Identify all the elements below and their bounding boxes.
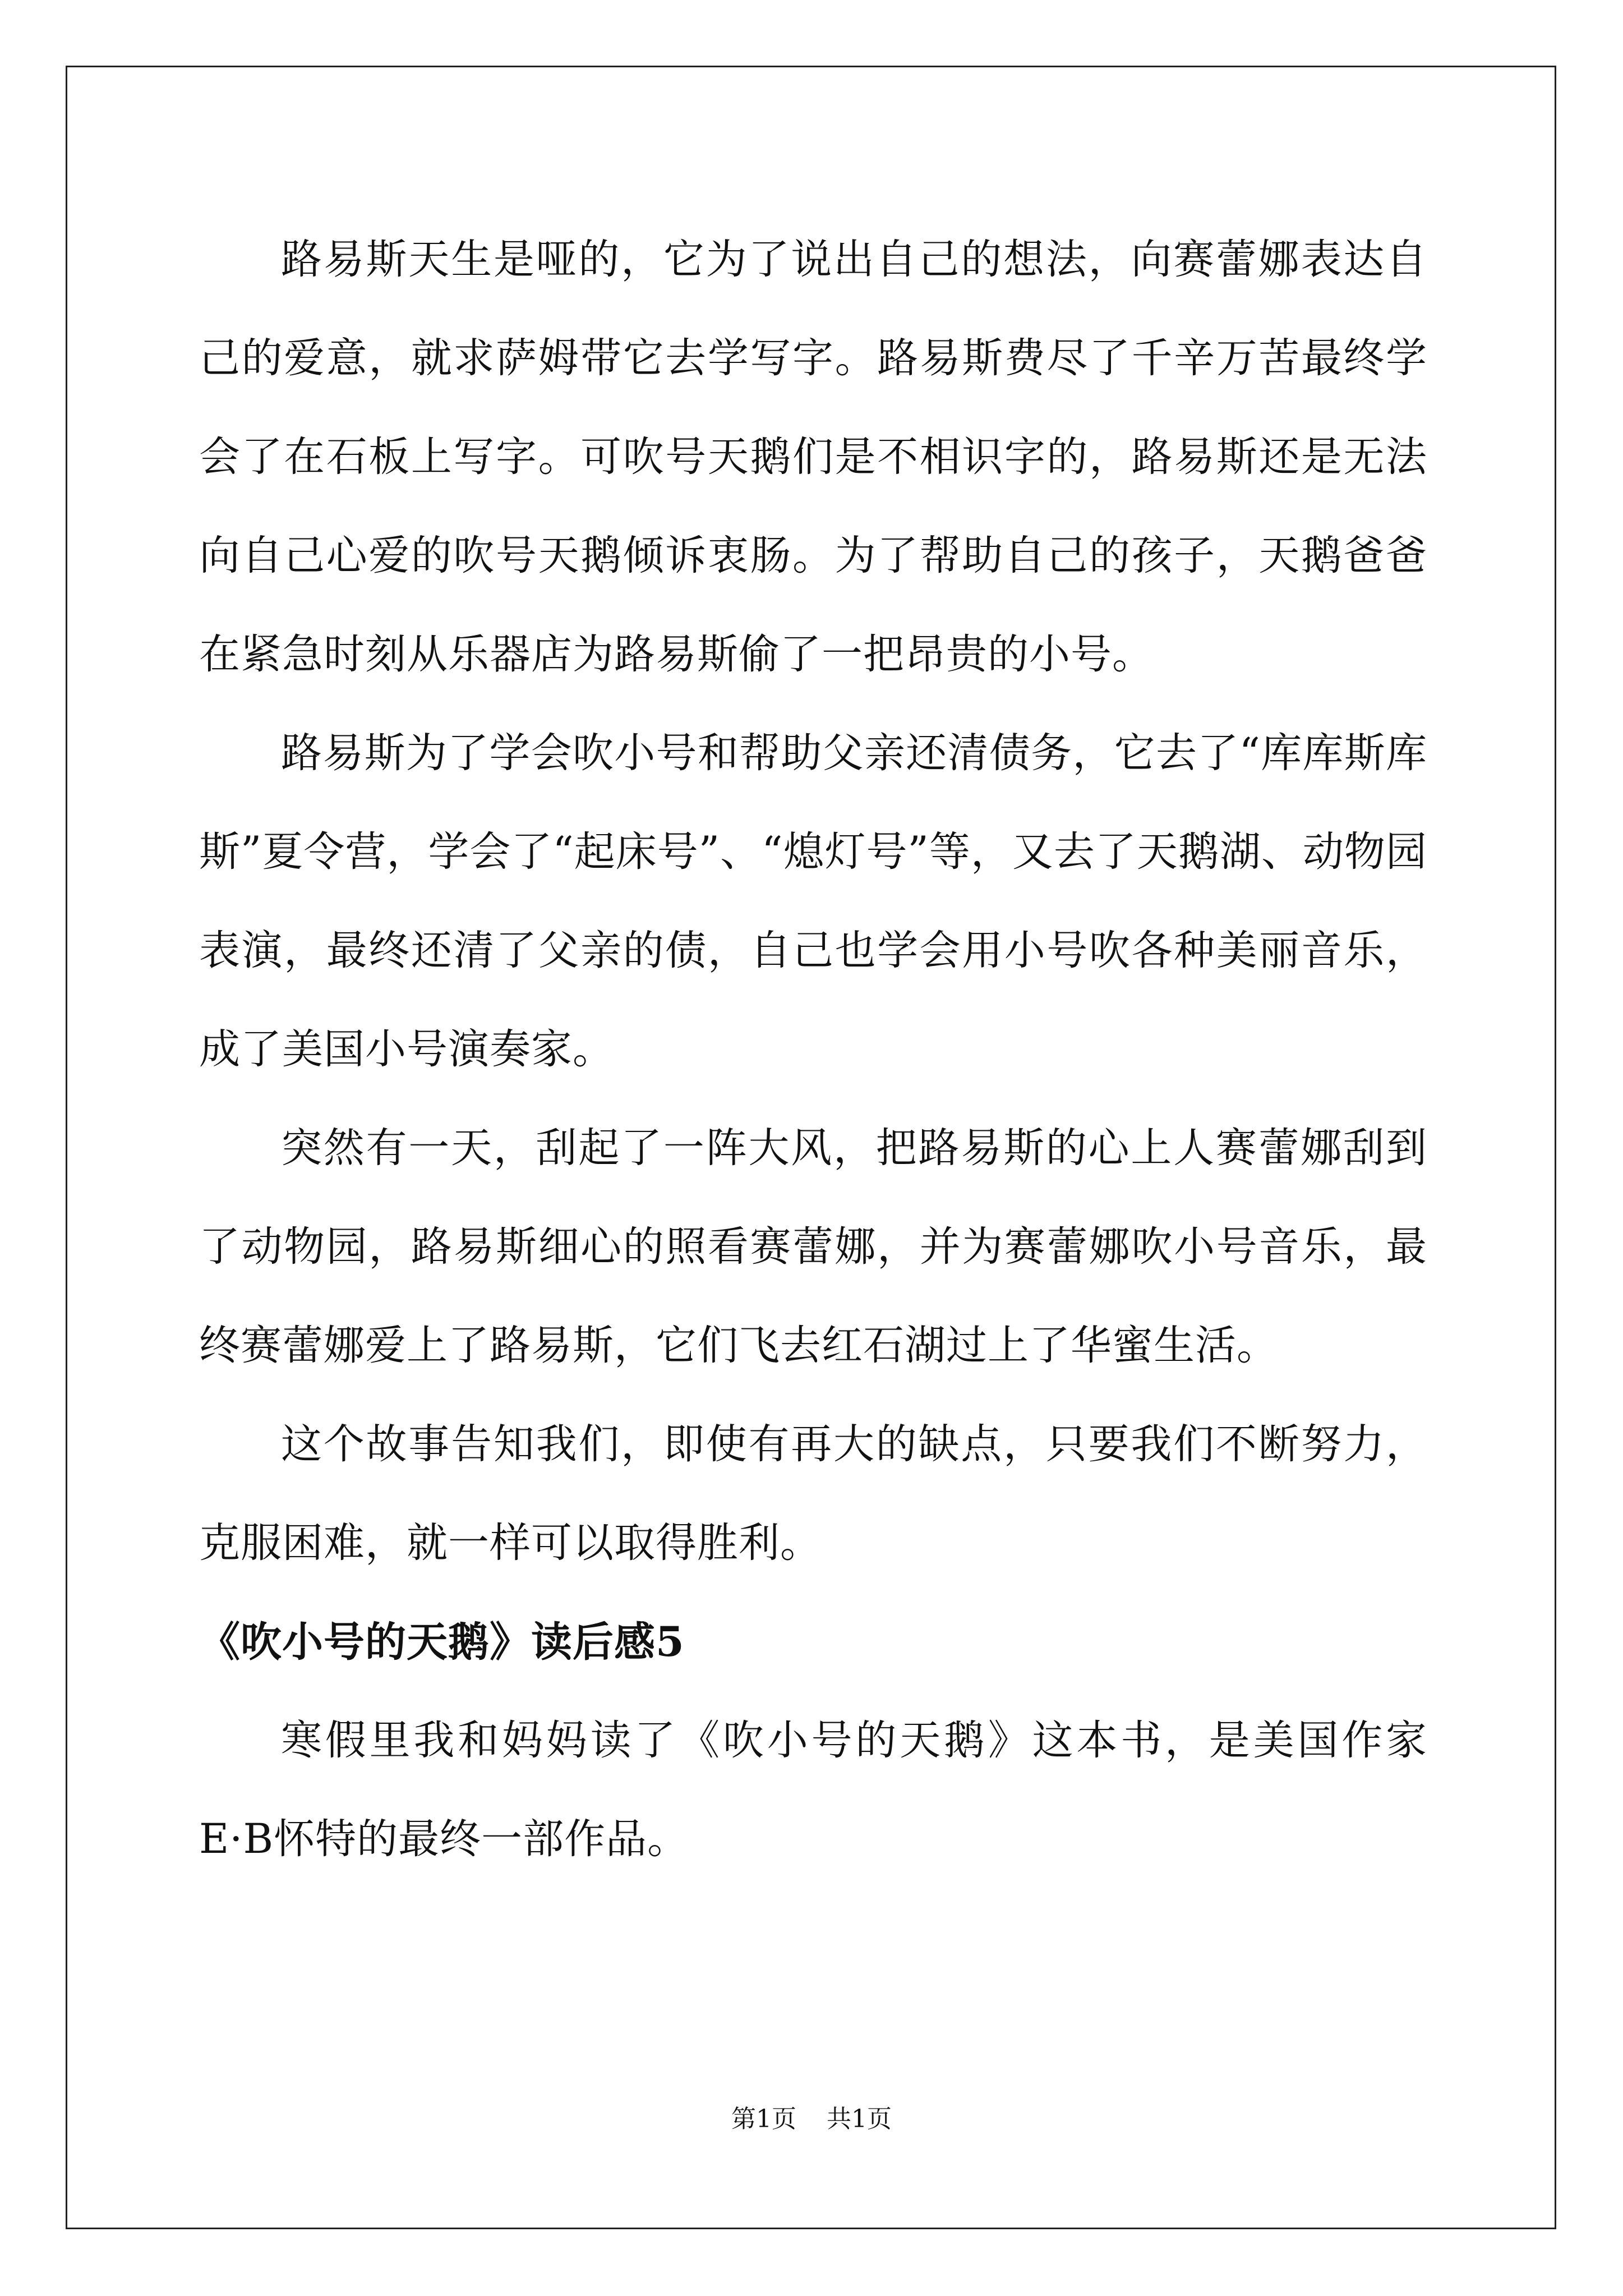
- section-heading: 《吹小号的天鹅》读后感5: [199, 1618, 685, 1666]
- page-number: 第1页: [731, 2105, 796, 2133]
- paragraph: 路易斯天生是哑的，它为了说出自己的想法，向赛蕾娜表达自己的爱意，就求萨姆带它去学写字。路易斯费尽了千辛万苦最终学会了在石板上写字。可吹号天鹅们是不相识字的，路易斯还是无法向自己心爱的吹号天鹅倾诉衷肠。为了帮助自己的孩子，天鹅爸爸在紧急时刻从乐器店为路易斯偷了一把昂贵的小号。: [199, 236, 1427, 678]
- paragraph: 这个故事告知我们，即使有再大的缺点，只要我们不断努力，克服困难，就一样可以取得胜利。: [199, 1420, 1427, 1567]
- document-body: [199, 210, 1427, 1889]
- paragraph: 路易斯为了学会吹小号和帮助父亲还清债务，它去了“库库斯库斯”夏令营，学会了“起床号”、“熄灯号”等，又去了天鹅湖、动物园表演，最终还清了父亲的债，自己也学会用小号吹各种美丽音乐，成了美国小号演奏家。: [199, 729, 1427, 1073]
- paragraph: 寒假里我和妈妈读了《吹小号的天鹅》这本书，是美国作家 E·B怀特的最终一部作品。: [199, 1717, 1427, 1863]
- page-footer: [0, 2102, 1623, 2136]
- paragraph: 突然有一天，刮起了一阵大风，把路易斯的心上人赛蕾娜刮到了动物园，路易斯细心的照看赛蕾娜，并为赛蕾娜吹小号音乐，最终赛蕾娜爱上了路易斯，它们飞去红石湖过上了华蜜生活。: [199, 1124, 1427, 1369]
- page-total: 共1页: [827, 2105, 892, 2133]
